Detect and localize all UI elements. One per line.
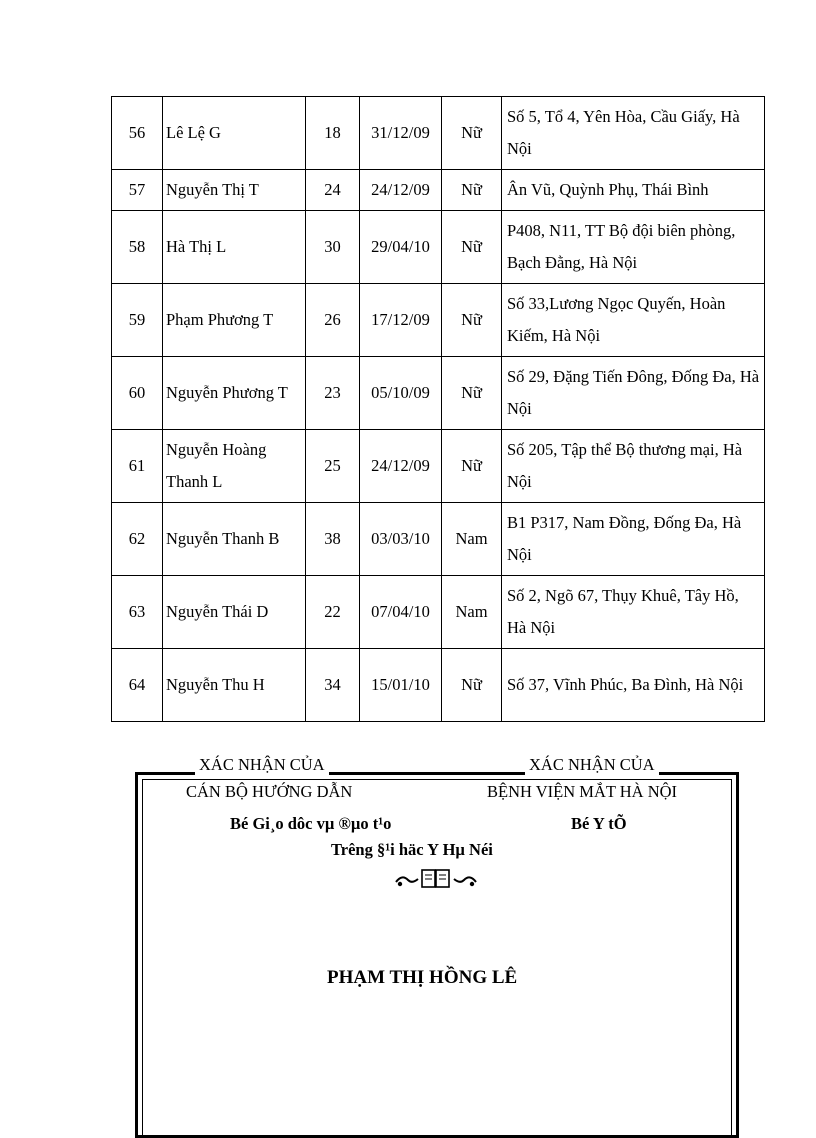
cell-age: 23	[306, 357, 360, 430]
cell-name: Nguyễn Hoàng Thanh L	[163, 430, 306, 503]
cell-sex: Nữ	[442, 357, 502, 430]
cell-stt: 58	[112, 211, 163, 284]
table-row	[112, 430, 765, 503]
university-label: Trêng §¹i häc Y Hµ Néi	[331, 840, 493, 859]
cell-name: Hà Thị L	[163, 211, 306, 284]
cell-date: 07/04/10	[360, 576, 442, 649]
book-ornament-icon	[394, 867, 478, 891]
cell-age: 18	[306, 97, 360, 170]
cell-stt: 59	[112, 284, 163, 357]
cell-address: Số 5, Tổ 4, Yên Hòa, Cầu Giấy, Hà Nội	[502, 97, 765, 170]
cell-sex: Nữ	[442, 430, 502, 503]
table-row	[112, 357, 765, 430]
table-row	[112, 503, 765, 576]
cell-age: 25	[306, 430, 360, 503]
cell-stt: 60	[112, 357, 163, 430]
cell-date: 05/10/09	[360, 357, 442, 430]
ministry-education-label: Bé Gi¸o dôc vµ ®µo t¹o	[230, 814, 392, 833]
cell-address: Số 205, Tập thể Bộ thương mại, Hà Nội	[502, 430, 765, 503]
cell-address: Số 2, Ngõ 67, Thụy Khuê, Tây Hồ, Hà Nội	[502, 576, 765, 649]
hospital-label: BỆNH VIỆN MẮT HÀ NỘI	[487, 782, 678, 801]
confirm-left-heading: XÁC NHẬN CỦA	[195, 755, 329, 775]
cell-address: Số 37, Vĩnh Phúc, Ba Đình, Hà Nội	[502, 649, 765, 722]
cell-name: Nguyễn Thị T	[163, 170, 306, 211]
supervisor-label: CÁN BỘ HƯỚNG DẪN	[186, 782, 353, 801]
cell-address: Số 29, Đặng Tiến Đông, Đống Đa, Hà Nội	[502, 357, 765, 430]
cell-age: 24	[306, 170, 360, 211]
cover-frame	[135, 772, 739, 1138]
cell-stt: 61	[112, 430, 163, 503]
cell-name: Lê Lệ G	[163, 97, 306, 170]
table-row	[112, 284, 765, 357]
table-row	[112, 97, 765, 170]
cell-address: Ân Vũ, Quỳnh Phụ, Thái Bình	[502, 170, 765, 211]
confirm-right-heading: XÁC NHẬN CỦA	[525, 755, 659, 775]
cell-address: B1 P317, Nam Đồng, Đống Đa, Hà Nội	[502, 503, 765, 576]
table-row	[112, 170, 765, 211]
ministry-health-label: Bé Y tÕ	[571, 814, 627, 833]
author-name: PHẠM THỊ HỒNG LÊ	[327, 967, 518, 988]
patient-table	[111, 96, 765, 722]
cell-date: 17/12/09	[360, 284, 442, 357]
cell-address: Số 33,Lương Ngọc Quyến, Hoàn Kiếm, Hà Nội	[502, 284, 765, 357]
cell-date: 29/04/10	[360, 211, 442, 284]
cell-sex: Nam	[442, 576, 502, 649]
cell-sex: Nữ	[442, 97, 502, 170]
cell-date: 24/12/09	[360, 430, 442, 503]
cell-stt: 57	[112, 170, 163, 211]
cell-name: Nguyễn Phương T	[163, 357, 306, 430]
cell-address: P408, N11, TT Bộ đội biên phòng, Bạch Đằng, Hà Nội	[502, 211, 765, 284]
cell-date: 24/12/09	[360, 170, 442, 211]
table-row	[112, 649, 765, 722]
cell-age: 38	[306, 503, 360, 576]
cell-date: 15/01/10	[360, 649, 442, 722]
table-row	[112, 211, 765, 284]
cell-sex: Nữ	[442, 649, 502, 722]
cell-stt: 64	[112, 649, 163, 722]
cell-sex: Nữ	[442, 211, 502, 284]
cell-age: 30	[306, 211, 360, 284]
cell-stt: 62	[112, 503, 163, 576]
cell-stt: 63	[112, 576, 163, 649]
cell-sex: Nữ	[442, 170, 502, 211]
cell-name: Phạm Phương T	[163, 284, 306, 357]
cell-sex: Nữ	[442, 284, 502, 357]
cell-age: 22	[306, 576, 360, 649]
cell-age: 34	[306, 649, 360, 722]
cell-date: 03/03/10	[360, 503, 442, 576]
cell-name: Nguyễn Thu H	[163, 649, 306, 722]
cell-sex: Nam	[442, 503, 502, 576]
cell-name: Nguyễn Thanh B	[163, 503, 306, 576]
table-row	[112, 576, 765, 649]
cell-name: Nguyễn Thái D	[163, 576, 306, 649]
cell-stt: 56	[112, 97, 163, 170]
cell-date: 31/12/09	[360, 97, 442, 170]
cell-age: 26	[306, 284, 360, 357]
